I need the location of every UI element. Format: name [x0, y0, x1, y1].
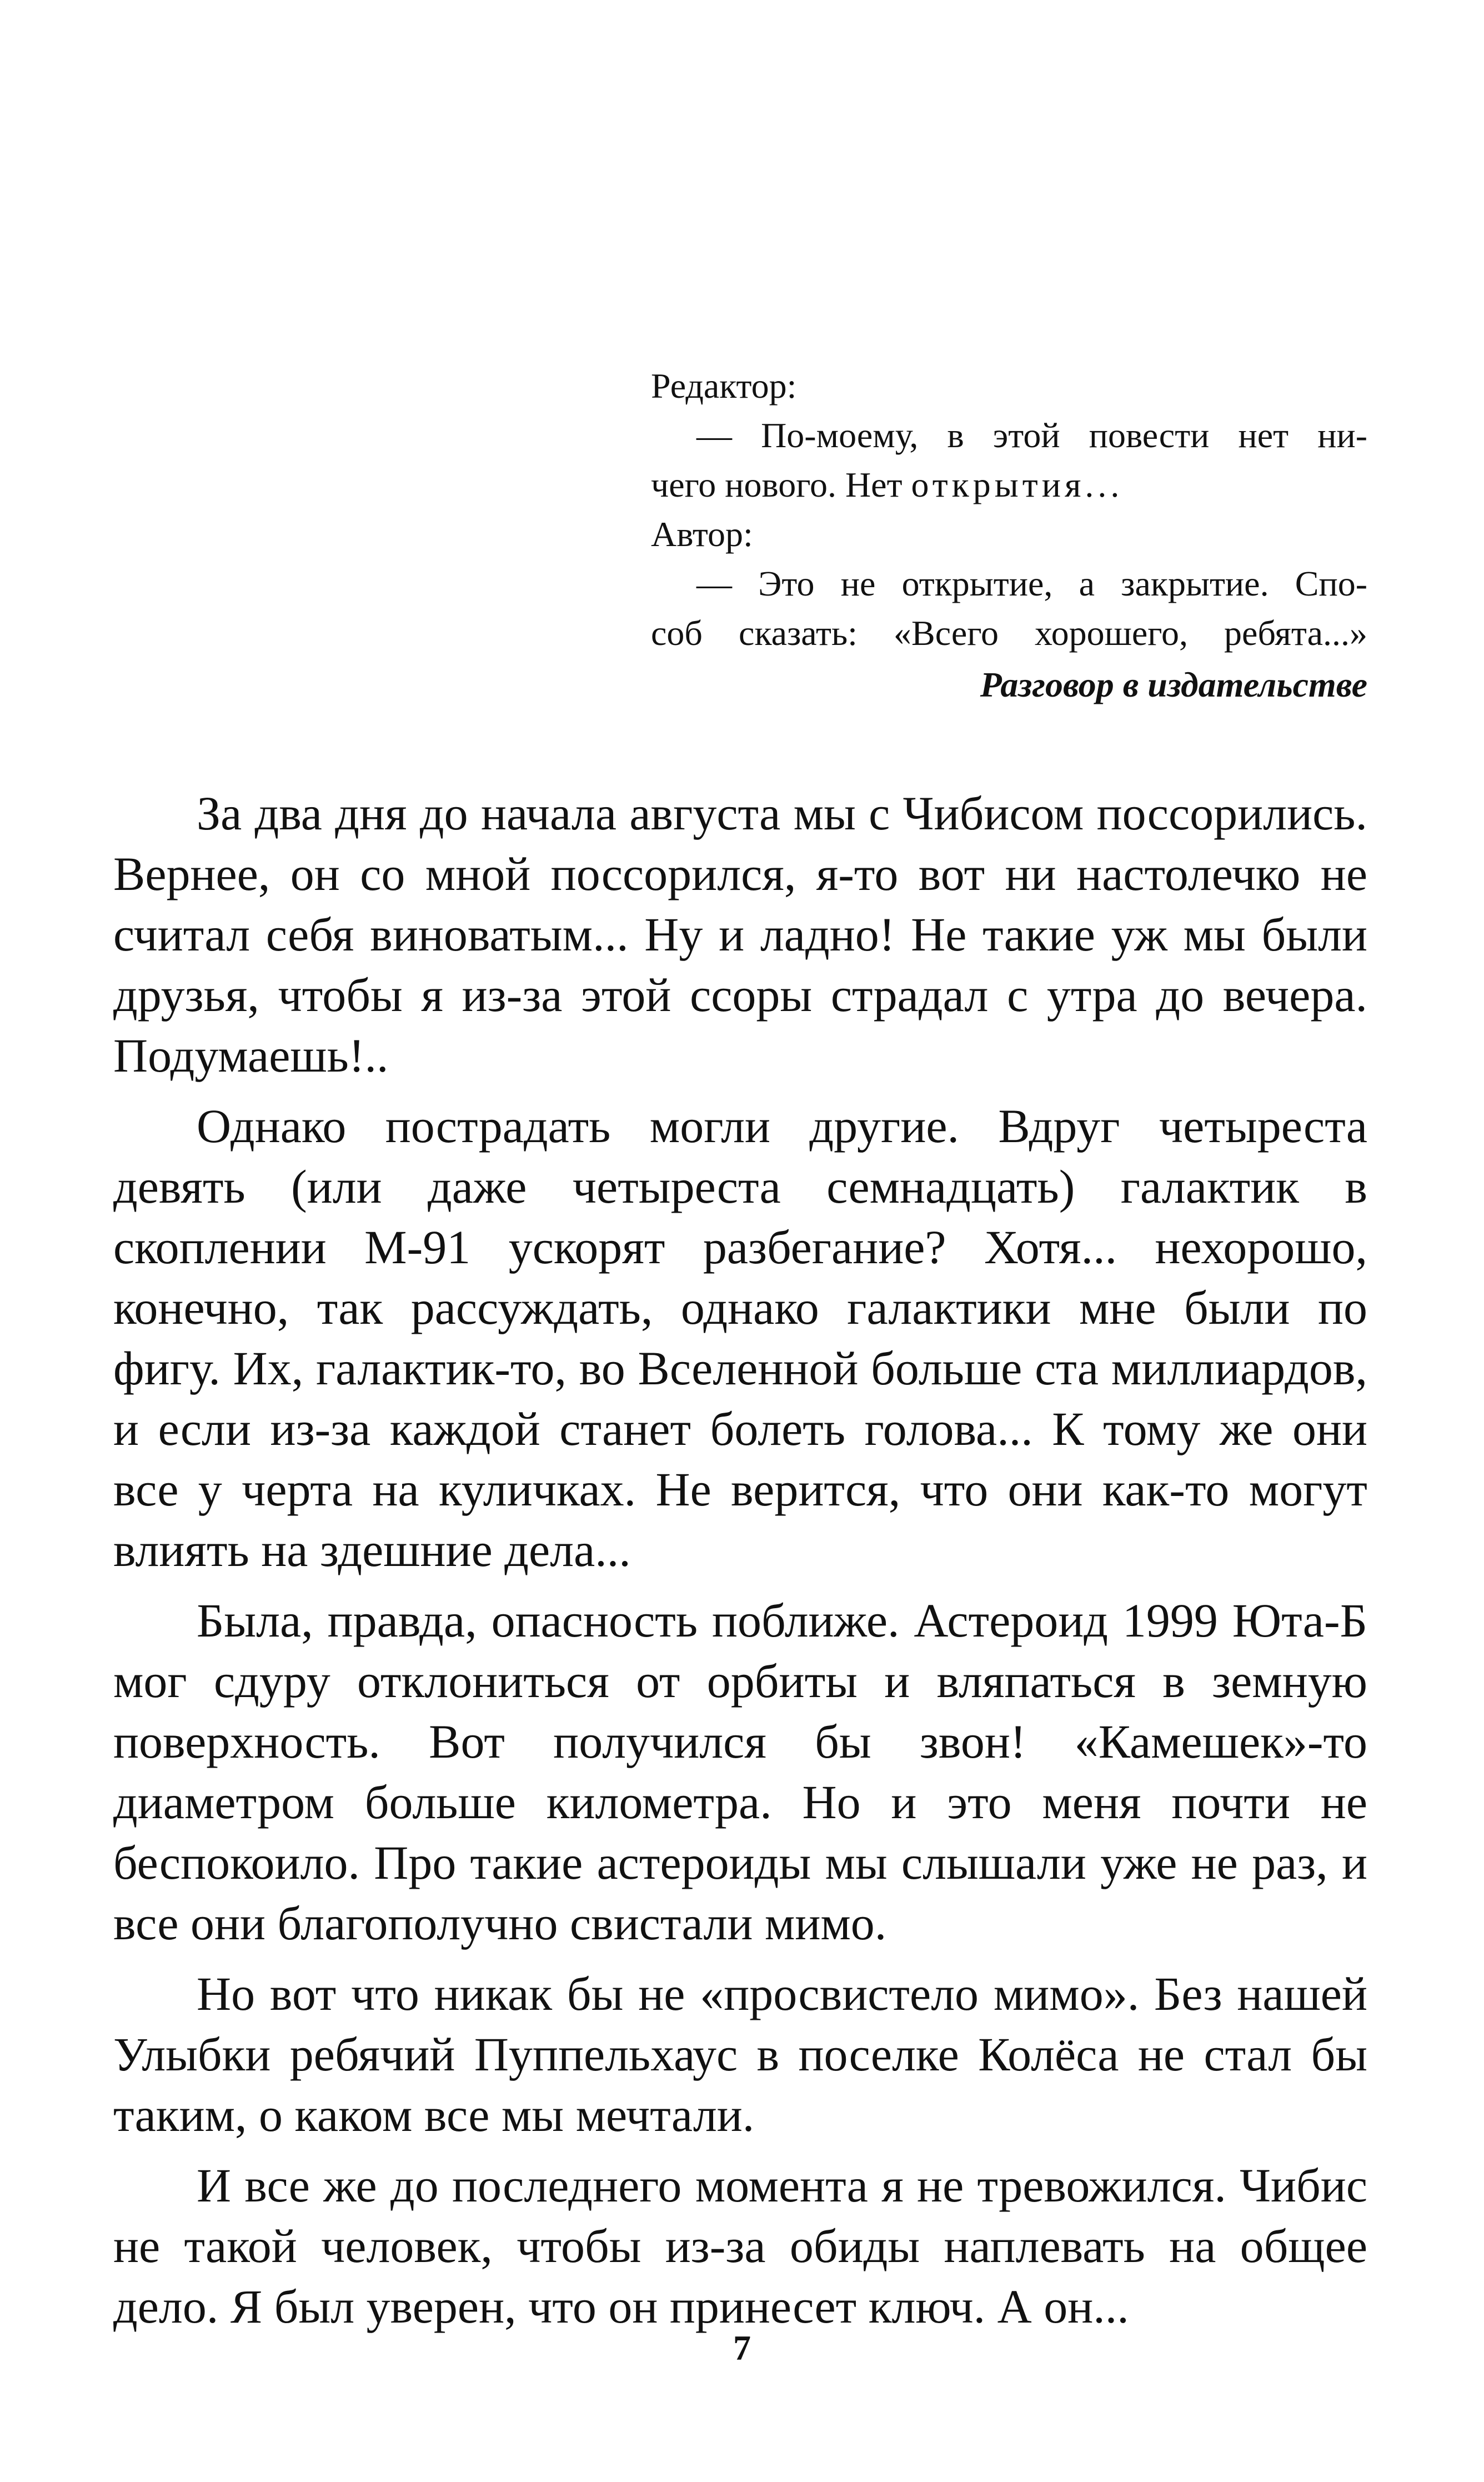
paragraph-1: За два дня до начала августа мы с Чибисом поссорились. Вернее, он со мной поссорился, я-то вот ни настолечко не считал себя виноватым... Ну и ладно! Не такие уж мы были друзья, чтобы я из-за этой ссоры страдал с утра до вечера. Подумаешь!..: [113, 787, 1367, 1082]
paragraph-3: Была, правда, опасность поближе. Астероид 1999 Юта-Б мог сдуру отклониться от орбиты и вляпаться в земную поверхность. Вот получился бы звон! «Камешек»-то диаметром больше километра. Но и это меня почти не беспокоило. Про такие астероиды мы слышали уже не раз, и все они благополучно свистали мимо.: [113, 1594, 1367, 1950]
paragraph-2: Однако пострадать могли другие. Вдруг четыреста девять (или даже четыреста семнадцать) галактик в скоплении М-91 ускорят разбегание? Хотя... нехорошо, конечно, так рассуждать, однако галактики мне были по фигу. Их, галактик-то, во Вселенной больше ста миллиардов, и если из-за каждой станет болеть голова... К тому же они все у черта на куличках. Не верится, что они как-то могут влиять на здешние дела...: [113, 1099, 1367, 1577]
epigraph-source: Разговор в издательстве: [980, 665, 1367, 704]
paragraph-4: Но вот что никак бы не «просвистело мимо». Без нашей Улыбки ребячий Пуппельхаус в поселке Колёса не стал бы таким, о каком все мы мечтали.: [113, 1967, 1367, 2141]
epigraph-author-line-1: — Это не открытие, а закрытие. Спо-: [696, 564, 1367, 603]
epigraph-label-editor: Редактор:: [651, 366, 797, 406]
epigraph-editor-line-2b: открытия...: [911, 465, 1124, 504]
epigraph-author-line-2: соб сказать: «Всего хорошего, ребята...»: [651, 613, 1367, 653]
epigraph-editor-line-2a: чего нового. Нет: [651, 465, 903, 504]
chapter-body: [113, 783, 1367, 2347]
epigraph: [651, 361, 1367, 709]
epigraph-editor-line-2: [651, 460, 1367, 509]
epigraph-editor-line-1: — По-моему, в этой повести нет ни-: [696, 416, 1367, 455]
epigraph-label-author: Автор:: [651, 514, 753, 554]
page-number: 7: [733, 2328, 751, 2368]
paragraph-5: И все же до последнего момента я не тревожился. Чибис не такой человек, чтобы из-за обиды наплевать на общее дело. Я был уверен, что он принесет ключ. А он...: [113, 2159, 1367, 2333]
